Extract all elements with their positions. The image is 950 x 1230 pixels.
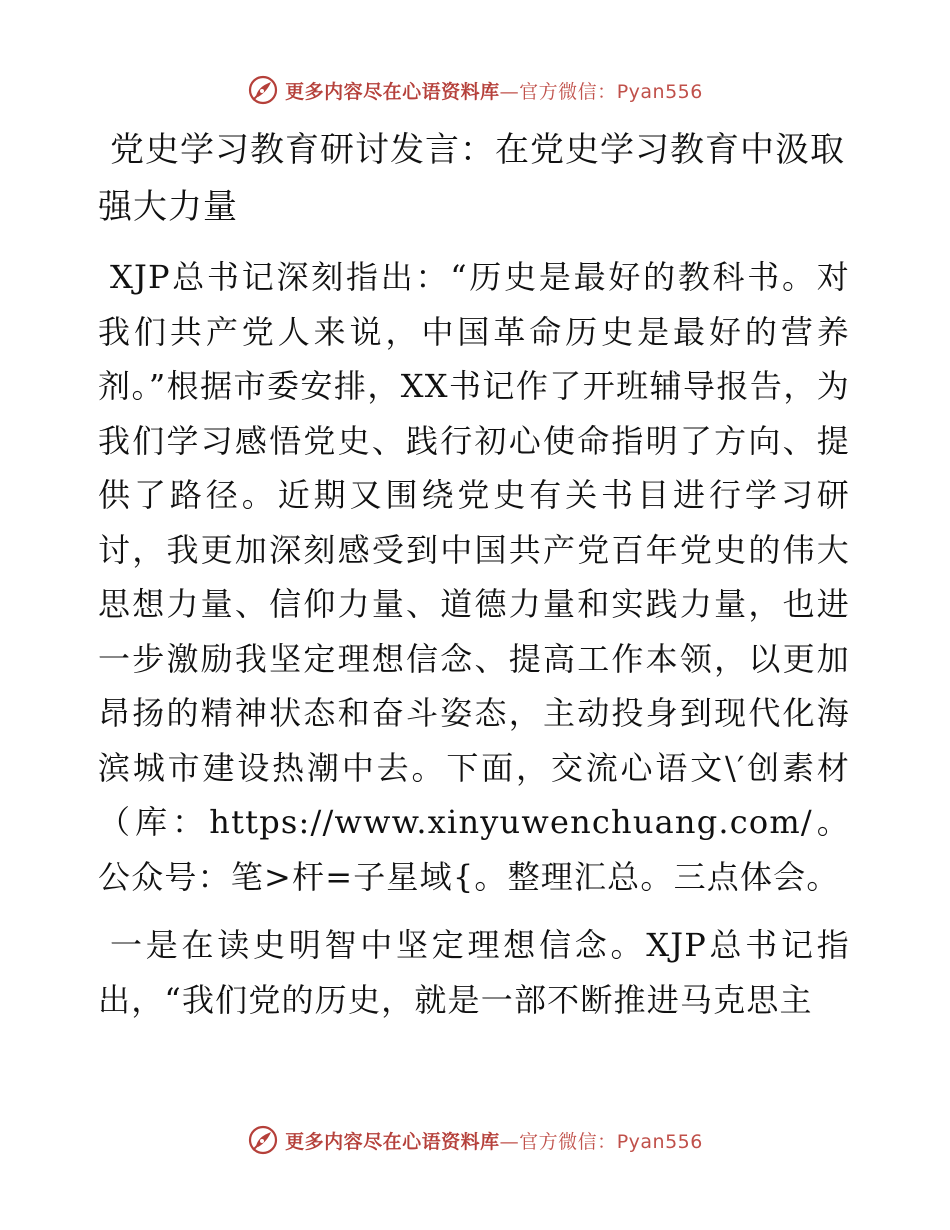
banner-wechat-id: Pyan556: [616, 80, 703, 103]
paragraph-point-one: 一是在读史明智中坚定理想信念。XJP总书记指出，“我们党的历史，就是一部不断推进马克思主: [98, 926, 850, 1019]
banner-wechat-id: Pyan556: [616, 1130, 703, 1153]
banner-brand: 更多内容尽在心语资料库: [285, 1130, 500, 1153]
banner-dash: —: [499, 80, 520, 103]
document-title: 党史学习教育研讨发言：在党史学习教育中汲取强大力量: [98, 130, 845, 227]
banner-wechat-label: 官方微信：: [519, 1130, 617, 1153]
footer-watermark-banner: [0, 1120, 950, 1160]
banner-text: [285, 1127, 703, 1154]
banner-dash: —: [499, 1130, 520, 1153]
pen-logo-icon: [247, 1124, 279, 1156]
paragraph-intro: XJP总书记深刻指出：“历史是最好的教科书。对我们共产党人来说，中国革命历史是最好的营养剂。”根据市委安排，XX书记作了开班辅导报告，为我们学习感悟党史、践行初心使命指明了方向、提供了路径。近期又围绕党史有关书目进行学习研讨，我更加深刻感受到中国共产党百年党史的伟大思想力量、信仰力量、道德力量和实践力量，也进一步激励我坚定理想信念、提高工作本领，以更加昂扬的精神状态和奋斗姿态，主动投身到现代化海滨城市建设热潮中去。下面，交流心语文\′创素材（库：https://www.xinyuwenchuang.com/。公众号：笔>杆=子星域{。整理汇总。三点体会。: [98, 258, 850, 896]
pen-logo-icon: [247, 74, 279, 106]
banner-wechat-label: 官方微信：: [519, 80, 617, 103]
header-watermark-banner: [0, 70, 950, 110]
document-body: [98, 122, 850, 1041]
banner-brand: 更多内容尽在心语资料库: [285, 80, 500, 103]
banner-text: [285, 77, 703, 104]
